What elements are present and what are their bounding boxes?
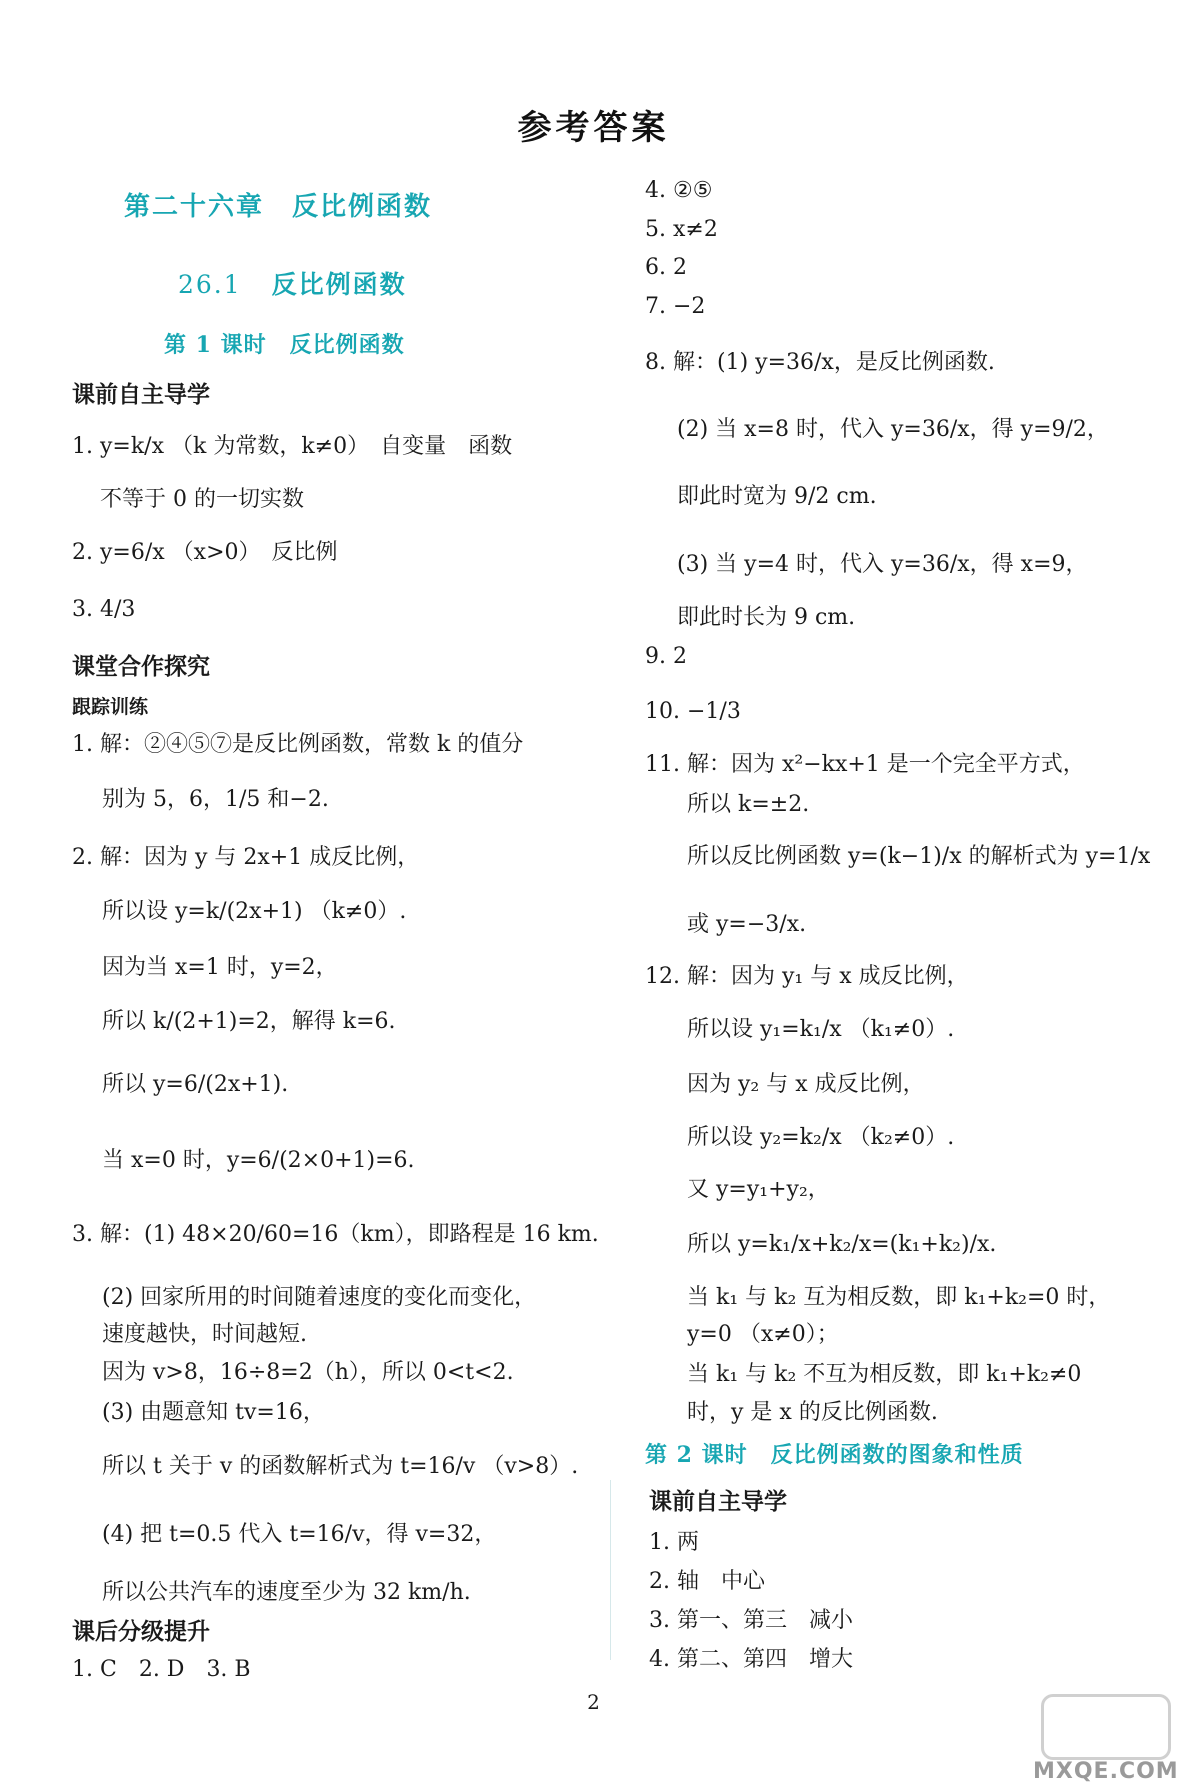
answer-line: 6. 2 bbox=[645, 255, 687, 280]
lesson-title: 第 1 课时 反比例函数 bbox=[164, 332, 405, 358]
answer-line: 1. C 2. D 3. B bbox=[72, 1657, 251, 1682]
answer-line: (3) 由题意知 tv=16， bbox=[102, 1400, 325, 1425]
answer-line: 别为 5，6，1/5 和−2. bbox=[102, 787, 329, 812]
answer-line: 4. ②⑤ bbox=[645, 178, 713, 203]
answer-line: 因为 v>8，16÷8=2（h），所以 0<t<2. bbox=[102, 1360, 514, 1385]
section-name: 反比例函数 bbox=[271, 270, 407, 299]
answer-line: 所以反比例函数 y=(k−1)/x 的解析式为 y=1/x bbox=[687, 844, 1151, 869]
answer-line: 4. 第二、第四 增大 bbox=[649, 1647, 853, 1672]
answer-line: 所以设 y₂=k₂/x （k₂≠0）. bbox=[687, 1125, 955, 1150]
answer-line: 所以 k/(2+1)=2，解得 k=6. bbox=[102, 1009, 396, 1034]
answer-line: 当 x=0 时，y=6/(2×0+1)=6. bbox=[102, 1148, 415, 1173]
answer-line: (2) 回家所用的时间随着速度的变化而变化， bbox=[102, 1285, 537, 1310]
answer-line: 即此时宽为 9/2 cm. bbox=[677, 484, 877, 509]
answer-line: 3. 第一、第三 减小 bbox=[649, 1608, 853, 1633]
answer-line: 时，y 是 x 的反比例函数. bbox=[687, 1400, 938, 1425]
page-title: 参考答案 bbox=[517, 108, 670, 148]
answer-line: 2. 轴 中心 bbox=[649, 1569, 765, 1594]
answer-line: 因为当 x=1 时，y=2， bbox=[102, 955, 338, 980]
answer-line: 所以设 y₁=k₁/x （k₁≠0）. bbox=[687, 1017, 955, 1042]
watermark-logo bbox=[1033, 1692, 1179, 1784]
answer-line: 11. 解：因为 x²−kx+1 是一个完全平方式， bbox=[645, 752, 1085, 777]
answer-line: 当 k₁ 与 k₂ 互为相反数，即 k₁+k₂=0 时， bbox=[687, 1285, 1111, 1310]
answer-line: (4) 把 t=0.5 代入 t=16/v，得 v=32， bbox=[102, 1522, 497, 1547]
answer-line: 3. 4/3 bbox=[72, 597, 136, 622]
answer-line: 所以 y=k₁/x+k₂/x=(k₁+k₂)/x. bbox=[687, 1232, 997, 1257]
answer-line: (2) 当 x=8 时，代入 y=36/x，得 y=9/2， bbox=[677, 417, 1109, 442]
answer-line: 2. y=6/x （x>0） 反比例 bbox=[72, 540, 338, 565]
answer-line: 9. 2 bbox=[645, 644, 687, 669]
answer-line: 当 k₁ 与 k₂ 不互为相反数，即 k₁+k₂≠0 bbox=[687, 1362, 1082, 1387]
answer-line: 2. 解：因为 y 与 2x+1 成反比例， bbox=[72, 845, 420, 870]
heading-preview-2: 课前自主导学 bbox=[649, 1488, 787, 1515]
answer-line: 10. −1/3 bbox=[645, 699, 741, 724]
answer-line: 5. x≠2 bbox=[645, 217, 718, 242]
answer-line: 1. y=k/x （k 为常数，k≠0） 自变量 函数 bbox=[72, 434, 513, 459]
watermark-text: MXQE.COM bbox=[1033, 1759, 1179, 1784]
subheading-practice: 跟踪训练 bbox=[72, 696, 149, 718]
answer-line: y=0 （x≠0）； bbox=[687, 1322, 839, 1347]
chapter-title: 第二十六章 反比例函数 bbox=[124, 192, 433, 222]
answer-line: 7. −2 bbox=[645, 294, 706, 319]
answer-line: 即此时长为 9 cm. bbox=[677, 605, 856, 630]
answer-line: 8. 解：(1) y=36/x，是反比例函数. bbox=[645, 350, 995, 375]
page-number: 2 bbox=[587, 1690, 600, 1714]
answer-line: 所以 k=±2. bbox=[687, 792, 810, 817]
answer-line: 所以 y=6/(2x+1). bbox=[102, 1072, 289, 1097]
answer-line: 又 y=y₁+y₂， bbox=[687, 1177, 830, 1202]
watermark-glyph-icon bbox=[1041, 1694, 1171, 1760]
section-title bbox=[178, 270, 407, 300]
lesson-title-2: 第 2 课时 反比例函数的图象和性质 bbox=[645, 1442, 1024, 1468]
answer-line: 1. 解：②④⑤⑦是反比例函数，常数 k 的值分 bbox=[72, 732, 524, 757]
answer-line: 或 y=−3/x. bbox=[687, 912, 807, 937]
answer-line: 所以 t 关于 v 的函数解析式为 t=16/v （v>8）. bbox=[102, 1454, 579, 1479]
answer-line: 速度越快，时间越短. bbox=[102, 1322, 307, 1347]
answer-line: 所以公共汽车的速度至少为 32 km/h. bbox=[102, 1580, 471, 1605]
heading-class: 课堂合作探究 bbox=[72, 653, 210, 680]
answer-line: 所以设 y=k/(2x+1) （k≠0）. bbox=[102, 899, 407, 924]
section-number: 26.1 bbox=[178, 270, 242, 299]
answer-line: 3. 解：(1) 48×20/60=16（km），即路程是 16 km. bbox=[72, 1222, 599, 1247]
answer-line: 12. 解：因为 y₁ 与 x 成反比例， bbox=[645, 964, 969, 989]
answer-line: 不等于 0 的一切实数 bbox=[100, 487, 304, 512]
answer-line: 1. 两 bbox=[649, 1530, 699, 1555]
heading-after-class: 课后分级提升 bbox=[72, 1618, 210, 1645]
answer-line: (3) 当 y=4 时，代入 y=36/x，得 x=9， bbox=[677, 552, 1088, 577]
column-divider bbox=[610, 1480, 611, 1660]
heading-preview: 课前自主导学 bbox=[72, 381, 210, 408]
answer-line: 因为 y₂ 与 x 成反比例， bbox=[687, 1072, 925, 1097]
